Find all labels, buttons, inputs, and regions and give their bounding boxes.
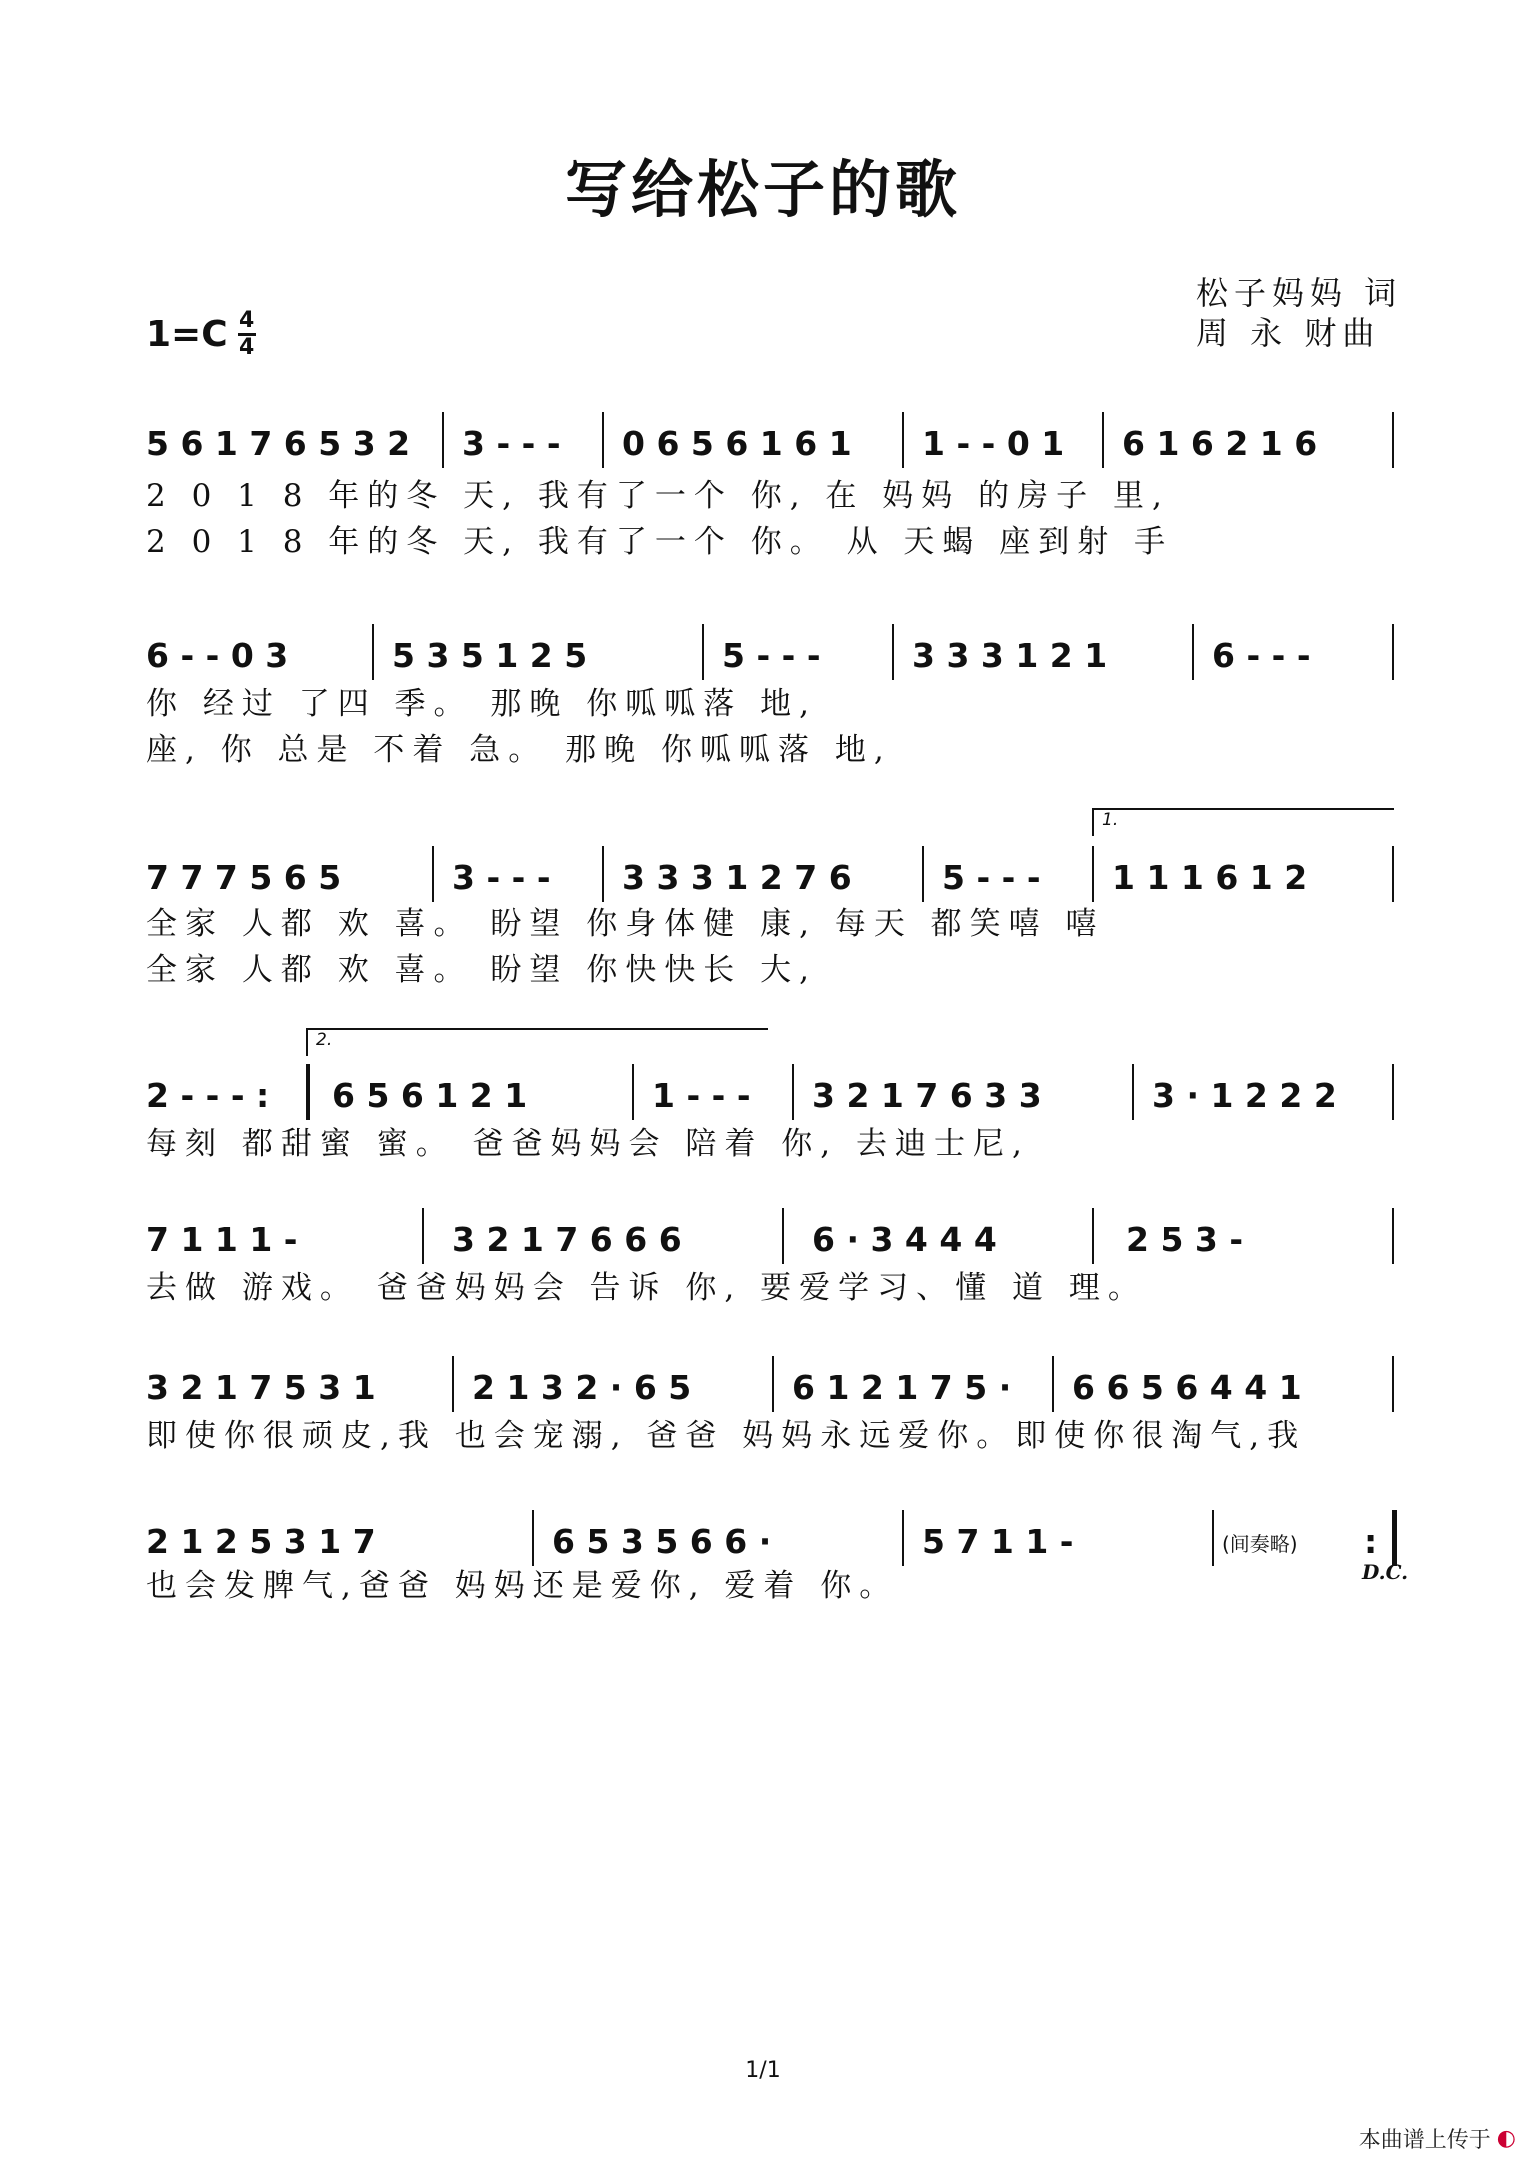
lyric-line: 全家 人都 欢 喜。 盼望 你快快长 大, bbox=[146, 952, 817, 988]
barline bbox=[1392, 624, 1394, 680]
barline bbox=[602, 412, 604, 468]
measure: 5 - - - bbox=[942, 858, 1041, 897]
lyric-line: 2 0 1 8 年的冬 天, 我有了一个 你, 在 妈妈 的房子 里, bbox=[146, 478, 1170, 514]
barline bbox=[702, 624, 704, 680]
measure: 1 - - - bbox=[652, 1076, 751, 1115]
measure: 6 - - - bbox=[1212, 636, 1311, 675]
barline bbox=[422, 1208, 424, 1264]
lyric-line: 即使你很顽皮,我 也会宠溺, 爸爸 妈妈永远爱你。即使你很淘气,我 bbox=[146, 1418, 1307, 1454]
barline bbox=[782, 1208, 784, 1264]
measure: 6 1 2 1 7 5 · bbox=[792, 1368, 1012, 1407]
volta-2: 2. bbox=[306, 1028, 768, 1056]
repeat-barline bbox=[306, 1064, 310, 1120]
measure: 3 3 3 1 2 1 bbox=[912, 636, 1108, 675]
key-label: 1=C bbox=[146, 314, 228, 355]
time-signature: $\frac{4}{4}$ bbox=[238, 308, 255, 360]
volta-1: 1. bbox=[1092, 808, 1394, 836]
measure: 6 5 6 1 2 1 bbox=[332, 1076, 528, 1115]
measure: 3 - - - bbox=[462, 424, 561, 463]
barline bbox=[922, 846, 924, 902]
barline bbox=[1392, 1064, 1394, 1120]
measure: 3 2 1 7 6 6 6 bbox=[452, 1220, 682, 1259]
lyric-line: 你 经过 了四 季。 那晚 你呱呱落 地, bbox=[146, 686, 817, 722]
measure: 3 · 1 2 2 2 bbox=[1152, 1076, 1337, 1115]
measure: 2 1 3 2 · 6 5 bbox=[472, 1368, 692, 1407]
barline bbox=[772, 1356, 774, 1412]
measure: 2 1 2 5 3 1 7 bbox=[146, 1522, 376, 1561]
lyric-line: 全家 人都 欢 喜。 盼望 你身体健 康, 每天 都笑嘻 嘻 bbox=[146, 906, 1105, 942]
barline bbox=[1092, 846, 1094, 902]
da-capo-mark: D.C. bbox=[1362, 1560, 1409, 1584]
barline bbox=[442, 412, 444, 468]
measure: 2 5 3 - bbox=[1126, 1220, 1244, 1259]
key-signature bbox=[146, 310, 256, 359]
barline bbox=[1132, 1064, 1134, 1120]
watermark: 本曲谱上传于 ◐ bbox=[1358, 2126, 1516, 2153]
measure: 3 2 1 7 5 3 1 bbox=[146, 1368, 376, 1407]
barline bbox=[1092, 1208, 1094, 1264]
barline bbox=[902, 412, 904, 468]
measure: 3 - - - bbox=[452, 858, 551, 897]
barline bbox=[602, 846, 604, 902]
barline bbox=[1392, 412, 1394, 468]
barline bbox=[1052, 1356, 1054, 1412]
measure: 7 7 7 5 6 5 bbox=[146, 858, 342, 897]
barline bbox=[902, 1510, 904, 1566]
song-title: 写给松子的歌 bbox=[564, 153, 961, 226]
lyric-line: 去做 游戏。 爸爸妈妈会 告诉 你, 要爱学习、懂 道 理。 bbox=[146, 1270, 1147, 1306]
barline bbox=[532, 1510, 534, 1566]
measure: 6 - - 0 3 bbox=[146, 636, 289, 675]
barline bbox=[1392, 1208, 1394, 1264]
barline bbox=[1392, 846, 1394, 902]
measure: 5 7 1 1 - bbox=[922, 1522, 1074, 1561]
measure: 0 6 5 6 1 6 1 bbox=[622, 424, 852, 463]
lyric-line: 座, 你 总是 不着 急。 那晚 你呱呱落 地, bbox=[146, 732, 892, 768]
site-logo-icon: ◐ bbox=[1496, 2126, 1516, 2151]
barline bbox=[372, 624, 374, 680]
measure: 6 · 3 4 4 4 bbox=[812, 1220, 997, 1259]
lyric-line: 2 0 1 8 年的冬 天, 我有了一个 你。 从 天蝎 座到射 手 bbox=[146, 524, 1174, 560]
measure: 1 - - 0 1 bbox=[922, 424, 1065, 463]
measure: 6 6 5 6 4 4 1 bbox=[1072, 1368, 1302, 1407]
lyricist-credit: 松子妈妈 词 bbox=[1196, 274, 1403, 312]
lyric-line: 也会发脾气,爸爸 妈妈还是爱你, 爱着 你。 bbox=[146, 1568, 899, 1604]
barline bbox=[432, 846, 434, 902]
barline bbox=[1102, 412, 1104, 468]
measure: 5 3 5 1 2 5 bbox=[392, 636, 588, 675]
measure: 3 2 1 7 6 3 3 bbox=[812, 1076, 1042, 1115]
measure: 1 1 1 6 1 2 bbox=[1112, 858, 1308, 897]
barline bbox=[792, 1064, 794, 1120]
interlude-note: (间奏略) bbox=[1222, 1532, 1298, 1556]
measure: 6 1 6 2 1 6 bbox=[1122, 424, 1318, 463]
lyric-line: 每刻 都甜蜜 蜜。 爸爸妈妈会 陪着 你, 去迪士尼, bbox=[146, 1126, 1030, 1162]
measure: 5 - - - bbox=[722, 636, 821, 675]
barline bbox=[452, 1356, 454, 1412]
measure: 5 6 1 7 6 5 3 2 bbox=[146, 424, 411, 463]
measure: 6 5 3 5 6 6 · bbox=[552, 1522, 772, 1561]
measure: 2 - - - : bbox=[146, 1076, 270, 1115]
end-barline bbox=[1392, 1510, 1397, 1566]
barline bbox=[1392, 1356, 1394, 1412]
barline bbox=[1212, 1510, 1214, 1566]
measure: 7 1 1 1 - bbox=[146, 1220, 298, 1259]
barline bbox=[892, 624, 894, 680]
repeat-sign: : bbox=[1364, 1522, 1378, 1561]
measure: 3 3 3 1 2 7 6 bbox=[622, 858, 852, 897]
composer-credit: 周 永 财曲 bbox=[1196, 314, 1381, 352]
barline bbox=[632, 1064, 634, 1120]
barline bbox=[1192, 624, 1194, 680]
page-number: 1/1 bbox=[745, 2058, 781, 2083]
